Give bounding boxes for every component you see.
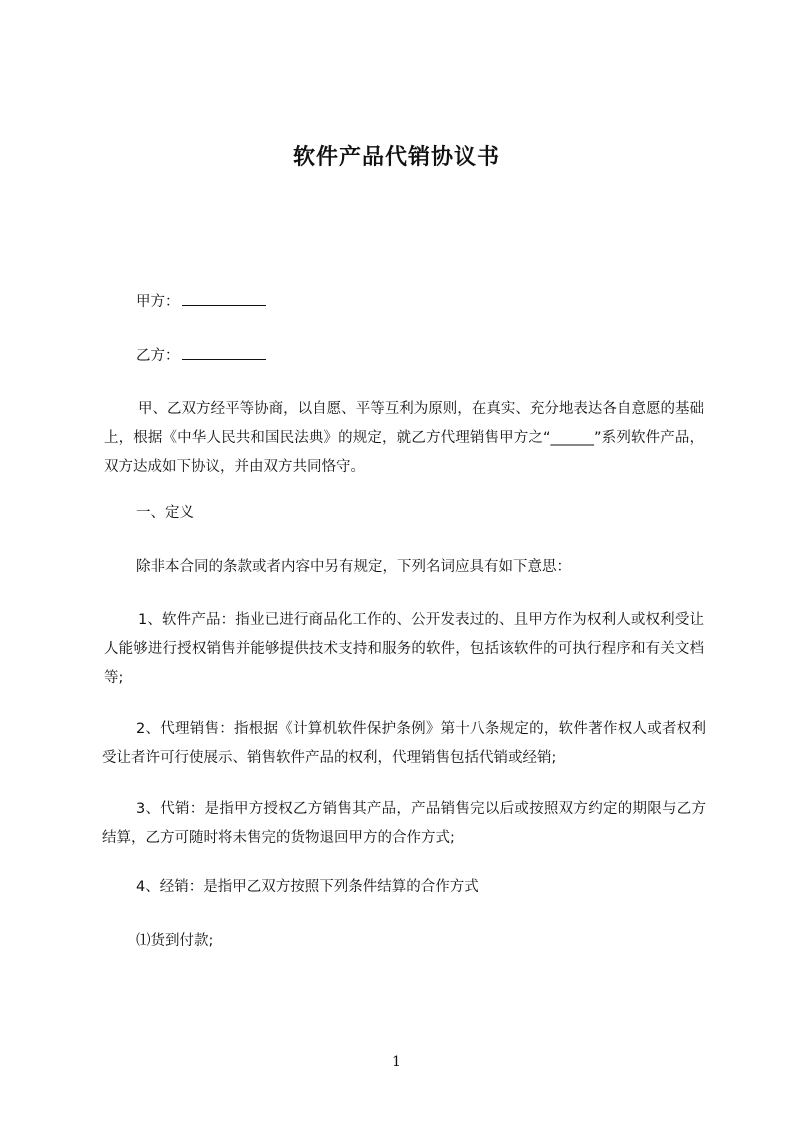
- party-b-label: 乙方：: [136, 348, 180, 364]
- definition-1: 1、软件产品：指业已进行商品化工作的、公开发表过的、且甲方作为权利人或权利受让人能够进行授权销售并能够提供技术支持和服务的软件，包括该软件的可执行程序和有关文档等;: [104, 612, 704, 686]
- section1-heading: 一、定义: [136, 505, 194, 521]
- definition-4: 4、经销：是指甲乙双方按照下列条件结算的合作方式: [136, 879, 479, 895]
- document-title: 软件产品代销协议书: [292, 145, 500, 170]
- section1-lead: 除非本合同的条款或者内容中另有规定，下列名词应具有如下意思：: [136, 559, 571, 575]
- party-b-line: [136, 345, 266, 366]
- definition-3: 3、代销：是指甲方授权乙方销售其产品，产品销售完以后或按照双方约定的期限与乙方结算，乙方可随时将未售完的货物退回甲方的合作方式;: [102, 801, 706, 846]
- intro-paragraph: 甲、乙双方经平等协商，以自愿、平等互利为原则，在真实、充分地表达各自意愿的基础上，根据《中华人民共和国民法典》的规定，就乙方代理销售甲方之“______”系列软件产品，双方达成如下协议，并由双方共同恪守。: [104, 401, 704, 475]
- definition-4-item-1: ⑴货到付款;: [136, 933, 214, 949]
- party-b-blank: [182, 345, 266, 360]
- party-a-blank: [182, 291, 266, 306]
- party-a-label: 甲方：: [136, 294, 180, 310]
- party-a-line: [136, 291, 266, 312]
- definition-2: 2、代理销售：指根据《计算机软件保护条例》第十八条规定的，软件著作权人或者权利受让者许可行使展示、销售软件产品的权利，代理销售包括代销或经销;: [102, 721, 706, 766]
- page-number: 1: [392, 1054, 401, 1070]
